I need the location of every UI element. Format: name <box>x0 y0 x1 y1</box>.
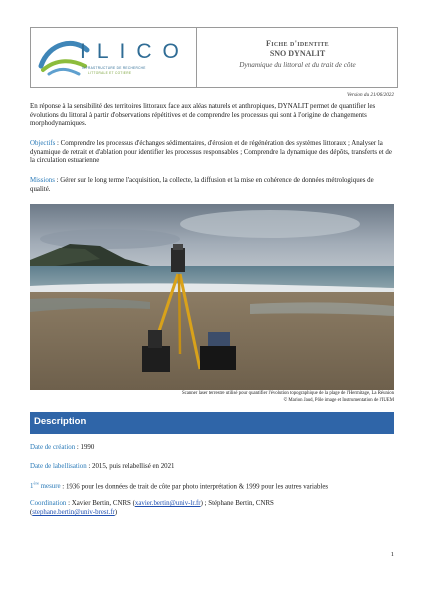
coordination-line-2 <box>30 509 394 516</box>
section-title: Description <box>34 416 87 427</box>
logo-subtitle: INFRASTRUCTURE DE RECHERCHE <box>82 66 146 70</box>
beach-photo <box>30 204 394 390</box>
missions-text: : Gérer sur le long terme l'acquisition, la collecte, la diffusion et la mise en cohérence de données métrologiques de qualité. <box>30 177 374 193</box>
premiere-mesure-value: : 1936 pour les données de trait de côte par photo interprétation & 1999 pour les autres variables <box>60 483 329 491</box>
date-labellisation-value: : 2015, puis relabellisé en 2021 <box>86 463 175 470</box>
header-line-1: Fiche d'identite <box>266 39 329 48</box>
header-title-block <box>198 28 397 87</box>
premiere-mesure-label-sup: ère <box>33 481 39 486</box>
date-labellisation-label: Date de labellisation <box>30 463 87 470</box>
date-creation-value: : 1990 <box>75 444 95 451</box>
date-creation-label: Date de création <box>30 444 76 451</box>
coordination-text-3: ( <box>30 509 33 516</box>
version-text: Version du 21/06/2022 <box>347 92 394 98</box>
objectifs-paragraph <box>30 140 394 166</box>
coordination-text-2: ) ; Stéphane Bertin, CNRS <box>200 500 274 507</box>
coordination-label: Coordination <box>30 500 67 507</box>
photo-caption-line-2: © Marion Jaud, Pôle image et Instrumentation de l'IUEM <box>283 398 394 403</box>
date-creation <box>30 444 394 451</box>
missions-paragraph <box>30 177 394 194</box>
premiere-mesure-label <box>30 483 61 490</box>
email-link-stephane[interactable]: stephane.bertin@univ-brest.fr <box>32 509 115 516</box>
missions-label: Missions <box>30 177 55 184</box>
coordination-text-4: ) <box>114 509 118 516</box>
premiere-mesure-label-text: mesure <box>38 483 61 491</box>
objectifs-label: Objectifs <box>30 140 56 147</box>
premiere-mesure <box>30 481 394 490</box>
photo-caption-line-1: Scanner laser terrestre utilisé pour quantifier l'évolution topographique de la plage de l'Hermitage, La Réunion <box>181 391 394 396</box>
objectifs-text: : Comprendre les processus d'échanges sédimentaires, d'érosion et de régénération des systèmes littoraux ; Analyser la dynamique de retrait et d'ablation pour identifier les processus responsables ; Comprendre la dynamique des dépôts, transferts et de la circulation estuarienne <box>30 140 392 165</box>
intro-paragraph: En réponse à la sensibilité des territoires littoraux face aux aléas naturels et anthropiques, DYNALIT permet de quantifier les évolutions du littoral à partir d'observations répétitives et de comprendre les processus qui sont à l'origine de changements morphodynamiques. <box>30 103 376 128</box>
logo-subtitle-2: LITTORALE ET COTIERE <box>88 71 132 75</box>
date-labellisation <box>30 463 394 470</box>
premiere-mesure-label-number: 1 <box>30 483 34 491</box>
header-line-2: SNO DYNALIT <box>269 49 326 58</box>
logo-word: ILICO <box>80 40 190 63</box>
email-link-xavier[interactable]: xavier.bertin@univ-lr.fr <box>134 500 201 507</box>
coordination-text-1: : Xavier Bertin, CNRS ( <box>66 500 135 507</box>
page-number: 1 <box>390 551 394 558</box>
header-line-3: Dynamique du littoral et du trait de côte <box>239 61 356 69</box>
coordination <box>30 500 394 507</box>
